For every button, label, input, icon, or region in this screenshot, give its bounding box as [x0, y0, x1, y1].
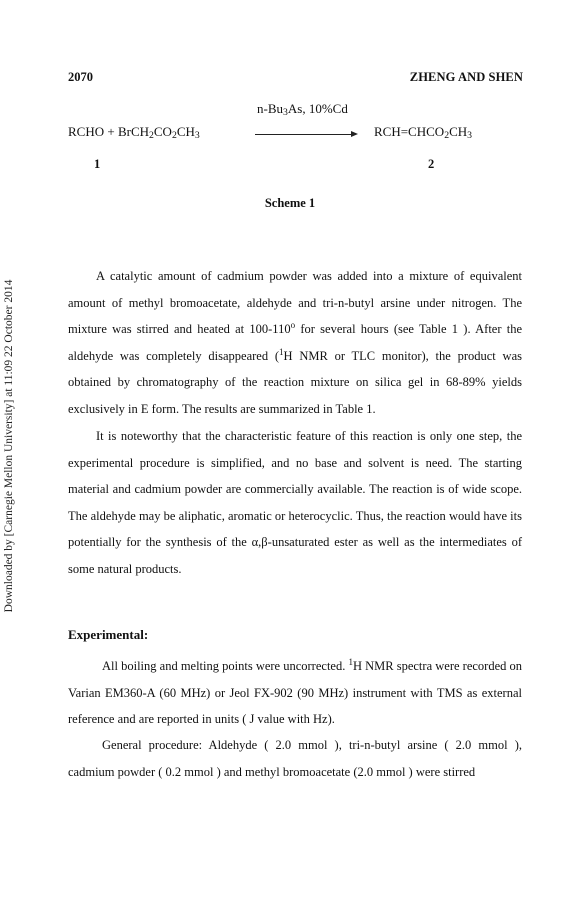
section-heading: Experimental:: [68, 627, 149, 642]
compound-label-2: 2: [428, 157, 435, 171]
paragraph-4: General procedure: Aldehyde ( 2.0 mmol ), tri-n-butyl arsine ( 2.0 mmol ), cadmium powder ( 0.2 mmol ) and methyl bromoacetate (2.0 mmol ) were stirred: [68, 738, 522, 779]
reaction-arrow-head: [351, 131, 358, 137]
reaction-reagent: $n-Bu_3As$, 10%Cd: [257, 101, 348, 118]
download-stamp: Downloaded by [Carnegie Mellon University] at 11:09 22 October 2014: [3, 279, 15, 613]
reaction-reactants: RCHO + $BrCH_2CO_2CH_3$: [68, 124, 200, 141]
paragraph-3: All boiling and melting points were uncorrected. $^1$H NMR spectra were recorded on Varian EM360-A (60 MHz) or Jeol FX-902 (90 MHz) instrument with TMS as external reference and are reported in units ( J value with Hz).: [68, 657, 522, 726]
scheme-caption: Scheme 1: [264, 196, 316, 210]
page-number: 2070: [68, 70, 93, 84]
reaction-arrow: [255, 134, 353, 135]
paragraph-1: A catalytic amount of cadmium powder was added into a mixture of equivalent amount of methyl bromoacetate, aldehyde and tri-n-butyl arsine under nitrogen. The mixture was stirred and heated at 100-110$^o$ for several hours (see Table 1 ). After the aldehyde was completely disappeared ($^1$H NMR or TLC monitor), the product was obtained by chromatography of the reaction mixture on silica gel in 68-89% yields exclusively in E form. The results are summarized in Table 1.: [68, 269, 523, 416]
running-head: ZHENG AND SHEN: [409, 70, 523, 84]
reaction-product: $RCH=CHCO_2CH_3$: [374, 124, 472, 141]
compound-label-1: 1: [94, 157, 101, 171]
paragraph-2: It is noteworthy that the characteristic feature of this reaction is only one step, the experimental procedure is simplified, and no base and solvent is need. The starting material and cadmium powder are commercially available. The reaction is of wide scope. The aldehyde may be aliphatic, aromatic or heterocyclic. Thus, the reaction would have its potentially for the synthesis of the α,β-unsaturated ester as well as the intermediates of some natural products.: [68, 429, 522, 576]
